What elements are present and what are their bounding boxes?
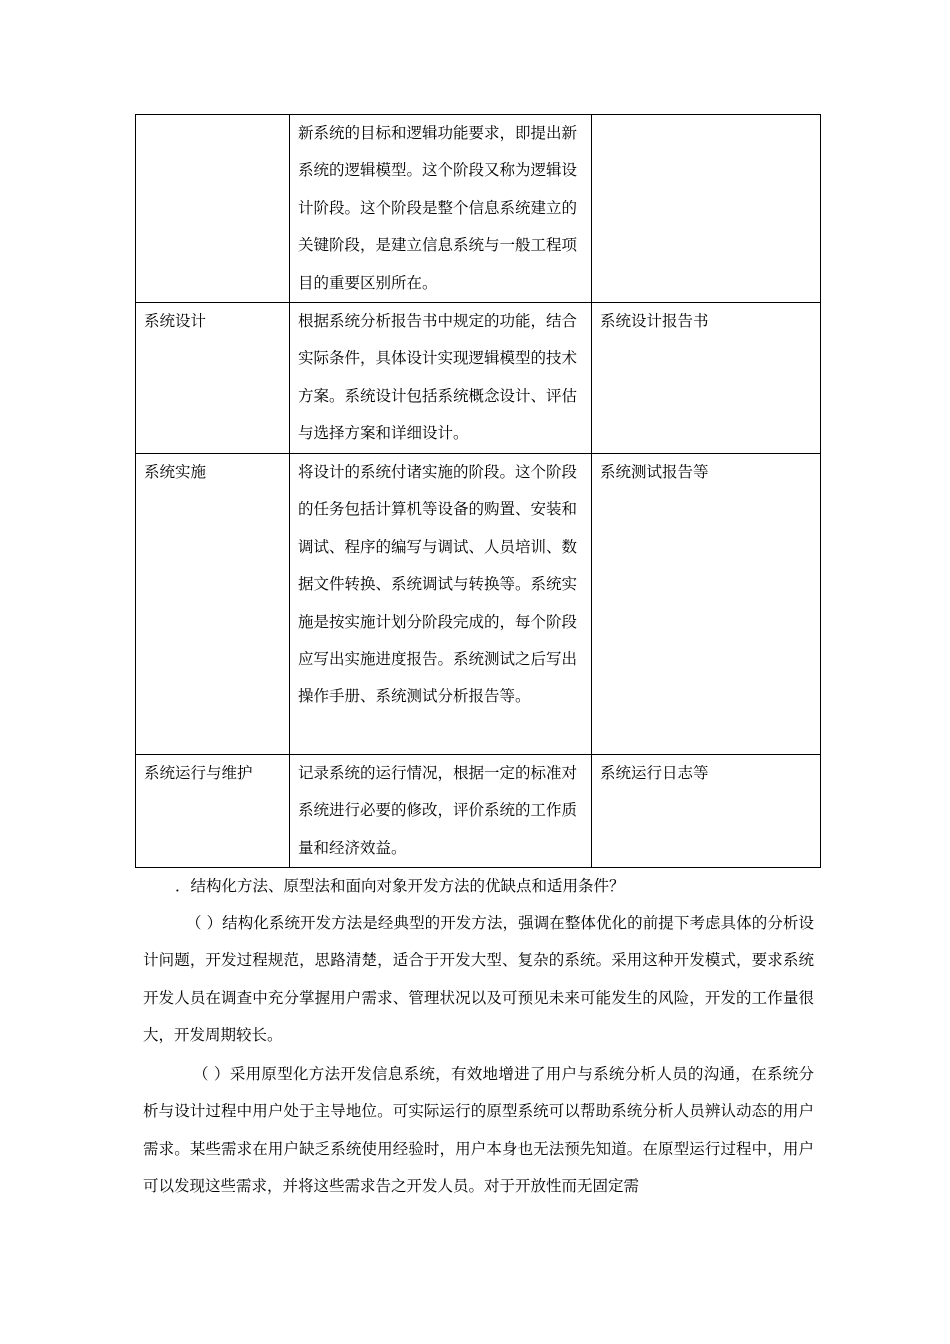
content-cell: 记录系统的运行情况，根据一定的标准对系统进行必要的修改，评价系统的工作质量和经济效益。 [290, 755, 592, 868]
content-cell: 将设计的系统付诸实施的阶段。这个阶段的任务包括计算机等设备的购置、安装和调试、程序的编写与调试、人员培训、数据文件转换、系统调试与转换等。系统实施是按实施计划分阶段完成的，每个阶段应写出实施进度报告。系统测试之后写出操作手册、系统测试分析报告等。 [290, 454, 592, 755]
paragraph-structured-method: （ ）结构化系统开发方法是经典型的开发方法，强调在整体优化的前提下考虑具体的分析设计问题，开发过程规范，思路清楚，适合于开发大型、复杂的系统。采用这种开发模式，要求系统开发人员在调查中充分掌握用户需求、管理状况以及可预见未来可能发生的风险，开发的工作量很大，开发周期较长。 [143, 914, 814, 1045]
question-heading: ．结构化方法、原型法和面向对象开发方法的优缺点和适用条件？ [175, 877, 625, 895]
development-phases-table [135, 114, 821, 868]
output-cell: 系统设计报告书 [592, 303, 821, 454]
table-row [136, 303, 821, 454]
output-cell: 系统测试报告等 [592, 454, 821, 755]
paragraph-prototype-method: （ ）采用原型化方法开发信息系统，有效地增进了用户与系统分析人员的沟通，在系统分析与设计过程中用户处于主导地位。可实际运行的原型系统可以帮助系统分析人员辨认动态的用户需求。某些需求在用户缺乏系统使用经验时，用户本身也无法预先知道。在原型运行过程中，用户可以发现这些需求，并将这些需求告之开发人员。对于开放性而无固定需 [143, 1065, 814, 1196]
content-cell: 根据系统分析报告书中规定的功能，结合实际条件，具体设计实现逻辑模型的技术方案。系统设计包括系统概念设计、评估与选择方案和详细设计。 [290, 303, 592, 454]
output-cell: 系统运行日志等 [592, 755, 821, 868]
stage-cell [136, 115, 290, 303]
stage-cell: 系统运行与维护 [136, 755, 290, 868]
table-row [136, 454, 821, 755]
stage-cell: 系统实施 [136, 454, 290, 755]
output-cell [592, 115, 821, 303]
table-row [136, 755, 821, 868]
table-row [136, 115, 821, 303]
stage-cell: 系统设计 [136, 303, 290, 454]
content-cell: 新系统的目标和逻辑功能要求，即提出新系统的逻辑模型。这个阶段又称为逻辑设计阶段。这个阶段是整个信息系统建立的关键阶段，是建立信息系统与一般工程项目的重要区别所在。 [290, 115, 592, 303]
